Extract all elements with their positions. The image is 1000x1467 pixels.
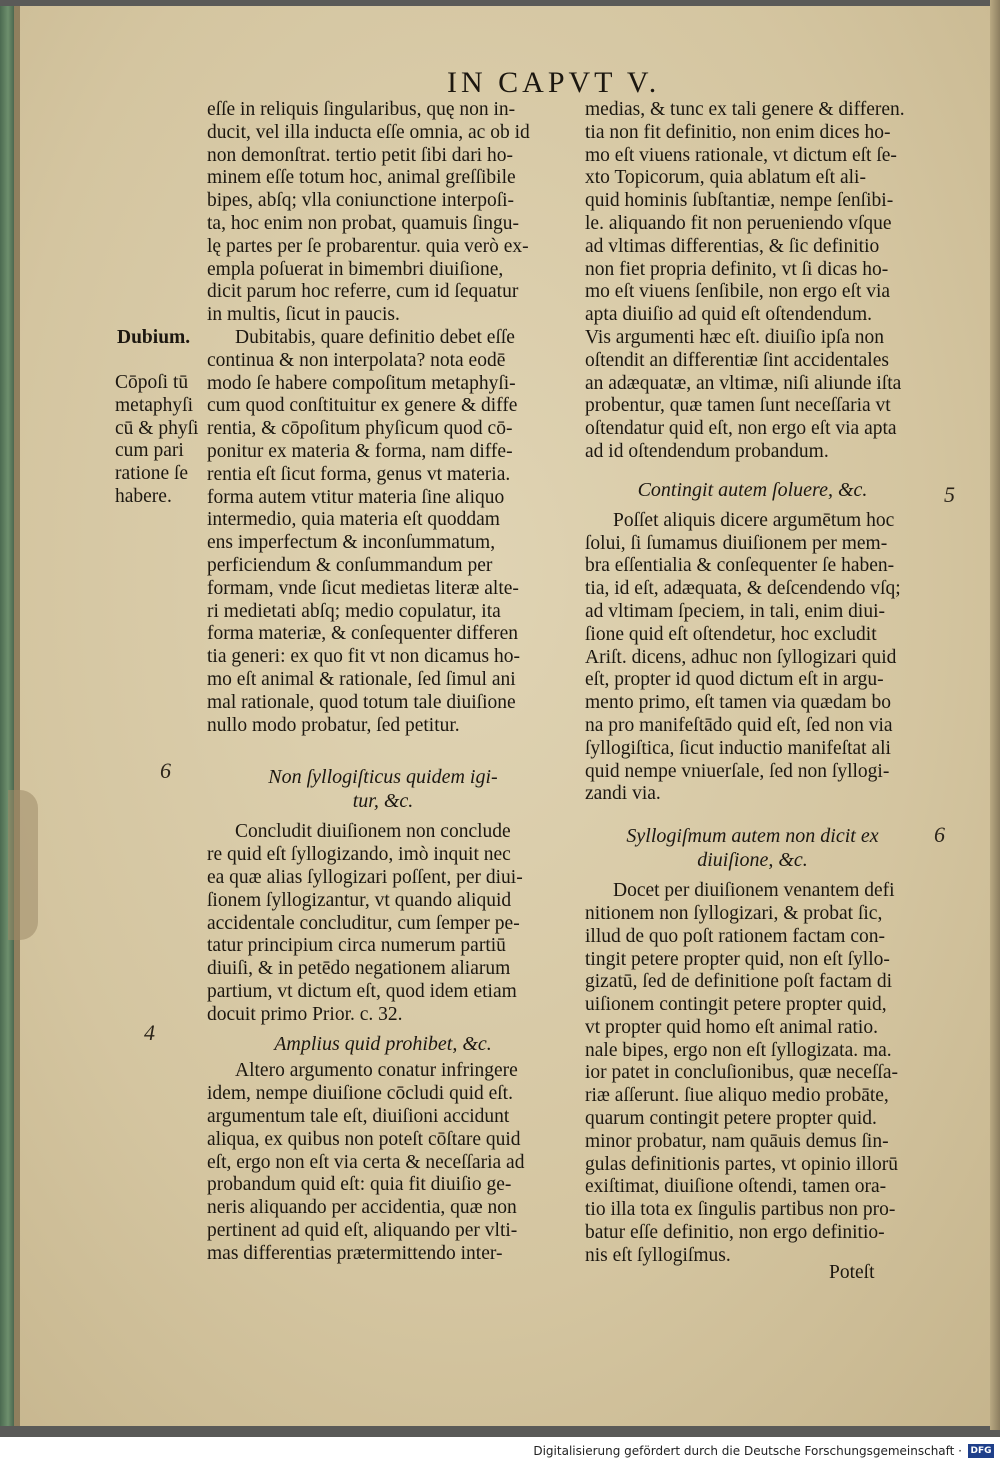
heading-line: Syllogiſmum autem non dicit ex (626, 825, 879, 848)
text-line: partium, vt dictum eſt, quod idem etiam (207, 980, 517, 1002)
text-line: ducit, vel illa inducta eſſe omnia, ac ob id (207, 121, 530, 143)
margin-number-6-left: 6 (160, 758, 171, 783)
catchword: Poteſt (829, 1262, 875, 1283)
text-line: ea quæ alias ſyllogizari poſſent, per diui- (207, 866, 523, 888)
text-line: bra eſſentialia & conſequenter ſe haben- (585, 555, 895, 577)
section-heading (585, 824, 920, 872)
text-line: ad vltimam ſpeciem, in tali, enim diui- (585, 600, 886, 622)
text-line: gizatū, ſed de definitione poſt factam di (585, 971, 893, 993)
text-line: tia non fit definitio, non enim dices ho- (585, 121, 891, 143)
section-heading (207, 765, 559, 813)
text-line: Concludit diuiſionem non conclude (235, 821, 511, 843)
heading-line: Contingit autem ſoluere, &c. (637, 478, 868, 501)
right-column (585, 99, 920, 1268)
text-line: mo eſt viuens ſenſibile, non ergo eſt via (585, 281, 891, 303)
text-line: ad vltimas differentias, & ſic definitio (585, 235, 880, 257)
paragraph (207, 1060, 559, 1265)
margin-number-6: 6 (934, 822, 945, 847)
text-line: cum quod conſtituitur ex genere & diffe (207, 395, 518, 417)
text-line: tatur principium circa numerum partiū (207, 935, 506, 957)
text-line: quid nempe vniuerſale, ſed non ſyllogi- (585, 760, 890, 782)
margin-line: ratione ſe (115, 463, 189, 485)
text-line: nis eſt ſyllogiſmus. (585, 1244, 731, 1266)
margin-line: metaphyſi (115, 394, 193, 416)
text-line: lę partes per ſe probarentur. quia verò ex- (207, 235, 529, 257)
text-line: ad id oſtendendum probandum. (585, 440, 829, 462)
text-line: ens imperfectum & inconſummatum, (207, 532, 496, 554)
text-line: riæ aſſerunt. ſiue aliquo medio probāte, (585, 1085, 889, 1107)
text-line: modo ſe habere compoſitum metaphyſi- (207, 372, 516, 394)
text-line: docuit primo Prior. c. 32. (207, 1003, 403, 1025)
paragraph (585, 510, 920, 806)
text-line: probentur, quæ tamen ſunt neceſſaria vt (585, 395, 891, 417)
text-line: continua & non interpolata? nota eodē (207, 349, 506, 371)
text-line: oſtendit an differentiæ ſint accidentales (585, 349, 889, 371)
text-line: mas differentias prætermittendo inter- (207, 1242, 503, 1264)
text-line: mo eſt viuens rationale, vt dictum eſt ſe- (585, 144, 897, 166)
text-line: Docet per diuiſionem venantem defi (613, 880, 895, 902)
text-line: ſyllogiſtica, ſicut inductio manifeſtat ali (585, 737, 891, 759)
text-line: zandi via. (585, 783, 661, 805)
text-line: neris aliquando per accidentia, quæ non (207, 1197, 517, 1219)
text-line: batur eſſe definitio, non ergo definitio- (585, 1222, 885, 1244)
text-line: eſt, propter id quod dictum eſt in argu- (585, 669, 884, 691)
margin-number-4: 4 (144, 1020, 155, 1045)
text-line: dicit parum hoc referre, cum id ſequatur (207, 281, 519, 303)
margin-line: cum pari (115, 440, 184, 462)
text-line: ri medietati abſq; medio copulatur, ita (207, 600, 501, 622)
text-line: le. aliquando fit non perueniendo vſque (585, 212, 892, 234)
text-line: intermedio, quia materia eſt quoddam (207, 509, 500, 531)
page-clip (8, 790, 38, 940)
heading-line: diuiſione, &c. (697, 849, 808, 872)
text-line: xto Topicorum, quia ablatum eſt ali- (585, 167, 866, 189)
footer-credit: Digitalisierung gefördert durch die Deutsche Forschungsgemeinschaft · (533, 1444, 962, 1458)
margin-note-dubium: Dubium. (117, 327, 191, 348)
text-line: nale bipes, ergo non eſt ſyllogizata. ma. (585, 1039, 892, 1061)
text-line: probandum quid eſt: quia fit diuiſio ge- (207, 1174, 512, 1196)
text-line: ſionem ſyllogizantur, vt quando aliquid (207, 889, 512, 911)
text-line: Dubitabis, quare definitio debet eſſe (235, 326, 515, 348)
text-line: minem eſſe totum hoc, animal greſſibile (207, 167, 516, 189)
text-line: tingit petere propter quid, non eſt ſyllo- (585, 948, 890, 970)
text-line: accidentale concluditur, cum ſemper pe- (207, 912, 520, 934)
text-line: mo eſt animal & rationale, ſed ſimul ani (207, 668, 516, 690)
paragraph (207, 327, 559, 737)
text-line: mento primo, eſt tamen via quædam bo (585, 692, 891, 714)
text-line: non fiet propria definito, vt ſi dicas ho- (585, 258, 889, 280)
text-line: eſſe in reliquis ſingularibus, quę non in- (207, 99, 516, 120)
heading-line: Amplius quid prohibet, &c. (274, 1033, 492, 1056)
heading-line: tur, &c. (352, 790, 414, 813)
text-line: quarum contingit petere propter quid. (585, 1108, 877, 1130)
text-line: pertinent ad quid eſt, aliquando per vlti- (207, 1220, 518, 1242)
text-line: empla poſuerat in bimembri diuiſione, (207, 258, 504, 280)
text-line: ponitur ex materia & forma, nam diffe- (207, 440, 513, 462)
text-line: Poſſet aliquis dicere argumētum hoc (613, 509, 895, 531)
text-line: tio illa tota ex ſingulis partibus non pro- (585, 1199, 896, 1221)
dfg-logo: DFG (968, 1444, 994, 1458)
paragraph (207, 821, 559, 1026)
text-line: argumentum tale eſt, diuiſioni accidunt (207, 1106, 510, 1128)
text-line: bipes, abſq; vlla coniunctione interpoſi- (207, 190, 515, 212)
text-line: uiſionem contingit petere propter quid, (585, 994, 887, 1016)
text-line: diuiſi, & in petēdo negationem aliarum (207, 958, 511, 980)
margin-number-5: 5 (944, 482, 955, 507)
text-line: oſtendatur quid eſt, non ergo eſt via apta (585, 418, 897, 440)
text-line: rentia, & cōpoſitum phyſicum quod cō- (207, 418, 513, 440)
text-line: apta diuiſio ad quid eſt oſtendendum. (585, 304, 873, 326)
margin-line: Cōpoſi tū (115, 372, 189, 393)
text-line: nitionem non ſyllogizari, & probat ſic, (585, 902, 883, 924)
text-line: idem, nempe diuiſione cōcludi quid eſt. (207, 1083, 513, 1105)
text-line: in multis, ſicut in paucis. (207, 304, 400, 326)
text-line: an adæquatæ, an vltimæ, niſi aliunde iſta (585, 372, 902, 394)
text-line: ior patet in concluſionibus, quæ neceſſa- (585, 1062, 898, 1084)
text-line: tia, id eſt, adæquata, & deſcendendo vſq; (585, 578, 901, 600)
text-line: na pro manifeſtādo quid eſt, ſed non via (585, 714, 893, 736)
text-line: ſione quid eſt oſtendetur, hoc excludit (585, 623, 877, 645)
text-line: aliqua, ex quibus non poteſt cōſtare quid (207, 1128, 521, 1150)
section-heading (585, 478, 920, 502)
text-line: mal rationale, quod totum tale diuiſione (207, 691, 516, 713)
text-line: Vis argumenti hæc eſt. diuiſio ipſa non (585, 326, 885, 348)
text-line: nullo modo probatur, ſed petitur. (207, 714, 460, 736)
running-head: IN CAPVT V. (447, 66, 661, 99)
text-line: tia generi: ex quo fit vt non dicamus ho- (207, 646, 521, 668)
text-line: re quid eſt ſyllogizando, imò inquit nec (207, 844, 511, 866)
left-column (207, 99, 559, 1266)
text-line: rentia eſt ſicut forma, genus vt materia. (207, 463, 511, 485)
text-line: forma materiæ, & conſequenter differen (207, 623, 518, 645)
text-line: forma autem vtitur materia ſine aliquo (207, 486, 505, 508)
text-line: illud de quo poſt rationem factam con- (585, 925, 885, 947)
text-line: gulas definitionis partes, vt opinio illorū (585, 1153, 899, 1175)
text-line: non demonſtrat. tertio petit ſibi dari ho- (207, 144, 513, 166)
text-line: exiſtimat, diuiſione oſtendi, tamen ora- (585, 1176, 887, 1198)
margin-line: cū & phyſi (115, 417, 199, 439)
paragraph (585, 99, 920, 464)
text-line: ſolui, ſi ſumamus diuiſionem per mem- (585, 532, 888, 554)
section-heading (207, 1032, 559, 1056)
margin-note-composi (115, 372, 198, 509)
margin-line: habere. (115, 485, 172, 507)
page-edge (990, 0, 1000, 1430)
text-line: minor probatur, nam quāuis demus ſin- (585, 1130, 889, 1152)
text-line: medias, & tunc ex tali genere & differen. (585, 99, 905, 120)
text-line: perficiendum & conſummandum per (207, 554, 493, 576)
text-line: ta, hoc enim non probat, quamuis ſingu- (207, 212, 519, 234)
text-line: quid hominis ſubſtantiæ, nempe ſenſibi- (585, 190, 894, 212)
text-line: vt propter quid homo eſt animal ratio. (585, 1016, 878, 1038)
text-line: eſt, ergo non eſt via certa & neceſſaria ad (207, 1151, 525, 1173)
footer-bar (0, 1437, 1000, 1467)
paragraph (585, 880, 920, 1268)
text-line: formam, vnde ſicut medietas literæ alte- (207, 577, 519, 599)
text-line: Ariſt. dicens, adhuc non ſyllogizari quid (585, 646, 897, 668)
paragraph (207, 99, 559, 327)
text-line: Altero argumento conatur infringere (235, 1060, 518, 1082)
heading-line: Non ſyllogiſticus quidem igi- (268, 766, 498, 789)
